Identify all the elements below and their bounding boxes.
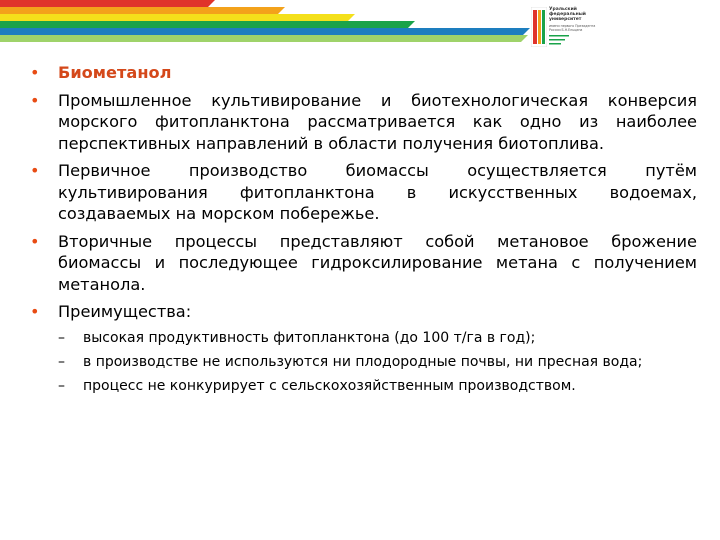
university-logo [531, 5, 596, 61]
logo-icon [531, 7, 547, 47]
bullet-item-title [30, 62, 697, 84]
stripe-blue [0, 28, 530, 35]
bullet-item [30, 160, 697, 225]
logo-small-line: имени первого Президента [549, 24, 596, 28]
bullet-icon: • [30, 90, 40, 110]
logo-line: университет [549, 17, 582, 22]
sub-bullet-item [30, 353, 697, 372]
bullet-text: Первичное производство биомассы осуществляется путём культивирования фитопланктона в искусственных водоемах, создаваемых на морском побережье. [58, 161, 697, 223]
logo-subtitle [549, 25, 595, 32]
dash-icon: – [58, 377, 65, 394]
logo-name [549, 7, 586, 22]
logo-underline [549, 35, 591, 49]
bullet-text: Преимущества: [58, 302, 192, 321]
dash-icon: – [58, 329, 65, 346]
sub-bullet-item [30, 377, 697, 396]
bullet-icon: • [30, 161, 40, 180]
sub-bullet-text: процесс не конкурирует с сельскохозяйственным производством. [83, 377, 576, 394]
stripe-yellow [0, 14, 355, 21]
stripe-red [0, 0, 215, 7]
bullet-item [30, 231, 697, 296]
header-stripes [0, 0, 720, 60]
bullet-icon: • [30, 231, 40, 251]
bullet-text: Промышленное культивирование и биотехнологическая конверсия морского фитопланктона рассматривается как одно из наиболее перспективных направлений в области получения биотоплива. [58, 90, 697, 153]
bullet-text: Вторичные процессы представляют собой метановое брожение биомассы и последующее гидроксилирование метана с получением метанола. [58, 231, 697, 294]
logo-line: федеральный [549, 12, 586, 17]
stripe-light-green [0, 35, 528, 42]
sub-bullet-text: в производстве не используются ни плодородные почвы, ни пресная вода; [83, 353, 643, 370]
bullet-item [30, 90, 697, 155]
stripe-orange [0, 7, 285, 14]
bullet-icon: • [30, 302, 40, 321]
logo-small-line: России Б.Н.Ельцина [549, 27, 583, 32]
sub-bullet-item [30, 329, 697, 348]
slide-heading: Биометанол [58, 63, 172, 82]
sub-bullet-text: высокая продуктивность фитопланктона (до 100 т/га в год); [83, 329, 536, 346]
dash-icon: – [58, 353, 65, 370]
logo-line: Уральский [549, 7, 577, 12]
bullet-icon: • [30, 63, 40, 82]
stripe-green [0, 21, 415, 28]
slide-content [30, 62, 697, 401]
bullet-item [30, 301, 697, 323]
